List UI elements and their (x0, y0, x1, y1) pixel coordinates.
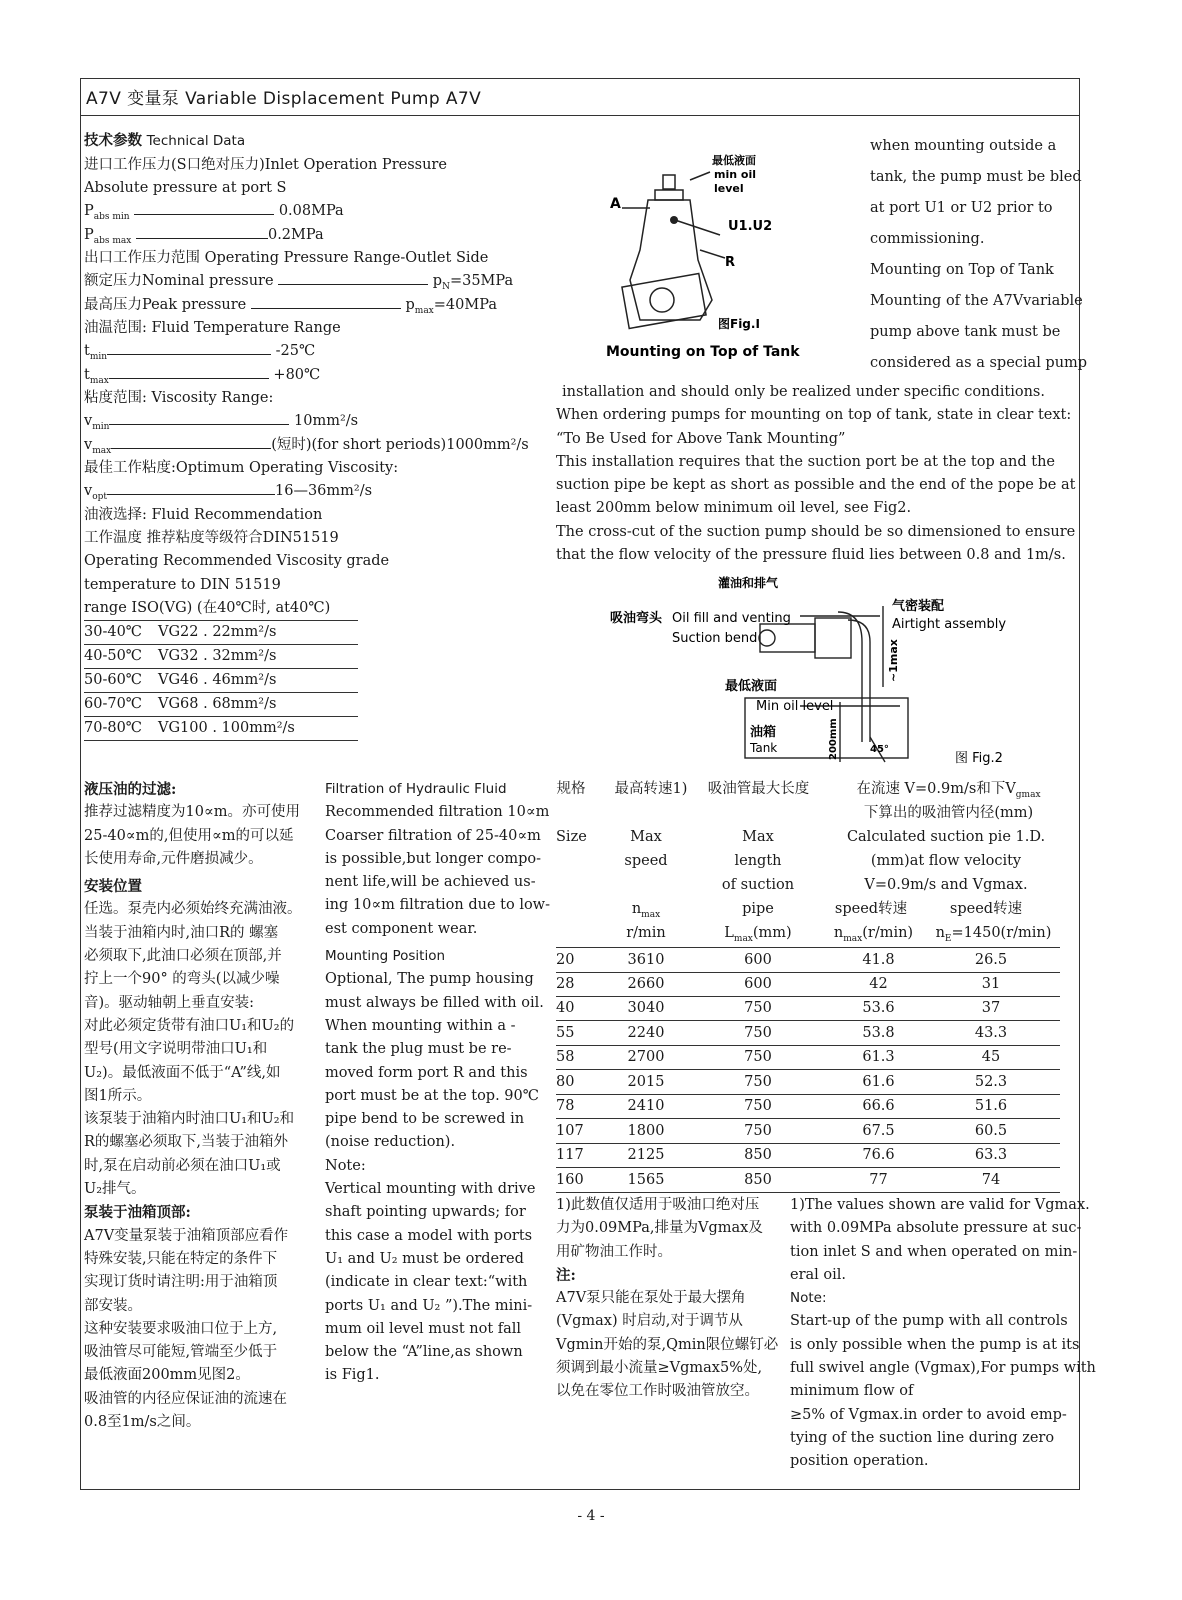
table-cell: 850 (744, 1147, 772, 1163)
text-line: When mounting within a - (325, 1017, 516, 1034)
pmin-value: 0.08MPa (278, 203, 344, 219)
text-line: 图1所示。 (84, 1087, 152, 1104)
table-cell: 600 (744, 975, 772, 992)
worktemp-line: 工作温度 推荐粘度等级符合DIN51519 (84, 530, 339, 546)
vg-temp: 50-60℃ (84, 672, 143, 688)
text-line: 吸油管尽可能短,管端至少低于 (84, 1344, 278, 1361)
table-cell: 2660 (627, 975, 665, 992)
table-cell: 51.6 (974, 1098, 1008, 1114)
table-cell: 850 (744, 1171, 772, 1188)
th-nmax-sub: max (641, 909, 661, 920)
visc-line: 粘度范围: Viscosity Range: (84, 390, 274, 406)
right-column (870, 131, 1088, 379)
table-row (84, 693, 358, 717)
text-line: R的螺塞必须取下,当装于油箱外 (84, 1134, 289, 1151)
vg-temp: 70-80℃ (84, 720, 143, 736)
text-line: U₁ and U₂ must be ordered (325, 1250, 524, 1267)
fig2-tank-cn: 油箱 (750, 725, 777, 740)
table-cell: 750 (744, 1122, 772, 1139)
text-line: when mounting outside a (870, 138, 1057, 154)
table-cell: 42 (869, 975, 888, 992)
text-line: (indicate in clear text:“with (325, 1274, 528, 1291)
table-cell: 2015 (627, 1073, 665, 1090)
vmax-value: (短时)(for short periods)1000mm²/s (271, 437, 529, 453)
th-calc-cn1-text: 在流速 V=0.9m/s和下V (856, 781, 1016, 797)
text-line: Coarser filtration of 25-40∝m (325, 827, 541, 844)
table-row (556, 1168, 1060, 1193)
temp-line: 油温范围: Fluid Temperature Range (84, 320, 341, 336)
th-pipe: pipe (742, 901, 774, 917)
vmax-sub: max (92, 445, 112, 456)
nominal-rule (278, 270, 428, 285)
table-cell: 1565 (627, 1171, 665, 1188)
vmin-sub: min (92, 421, 110, 432)
vg-grade: VG22 . 22mm²/s (158, 624, 277, 640)
text-line: U₂)。最低液面不低于“A”线,如 (84, 1064, 281, 1081)
fig2-45deg: 45° (870, 744, 889, 755)
text-line: 25-40∝m的,但使用∝m的可以延 (84, 827, 294, 844)
vmin-rule (109, 410, 289, 425)
table-cell: 66.6 (862, 1098, 895, 1114)
table-row (556, 1021, 1060, 1046)
text-line: 该泵装于油箱内时油口U₁和U₂和 (84, 1111, 295, 1128)
fig1-a-label: A (610, 196, 621, 212)
text-line: is only possible when the pump is at its (790, 1336, 1080, 1353)
text-line: 这种安装要求吸油口位于上方, (84, 1320, 278, 1337)
text-line: commissioning. (870, 231, 985, 247)
fig2-bend-cn: 吸油弯头 (610, 611, 663, 626)
fig2-fill-en: Oil fill and venting (672, 611, 791, 626)
viscosity-grade-table (84, 620, 358, 741)
text-line: 必须取下,此油口必须在顶部,并 (84, 948, 282, 965)
table-cell: 61.3 (862, 1049, 895, 1065)
th-speed: speed (624, 853, 668, 869)
fig1-minoil: min oil (714, 168, 756, 181)
text-line: 实现订货时请注明:用于油箱顶 (84, 1274, 278, 1291)
text-line: 任选。泵壳内必须始终充满油液。 (84, 901, 302, 918)
table-row (556, 1143, 1060, 1168)
text-line: Optional, The pump housing (325, 971, 534, 988)
table-row (556, 1094, 1060, 1119)
page-title: A7V 变量泵 Variable Displacement Pump A7V (86, 89, 482, 109)
table-cell: 2125 (627, 1147, 665, 1163)
tmin-sub: min (89, 351, 108, 362)
table-cell: 58 (556, 1049, 575, 1065)
page-header (80, 78, 1080, 116)
text-line: (Vgmax) 时启动,对于调节从 (556, 1313, 743, 1330)
table-row (84, 717, 358, 741)
th-nmax-n: n (631, 901, 642, 917)
pmin-sub: abs min (93, 211, 130, 222)
text-line: A7V泵只能在泵处于最大摆角 (556, 1290, 746, 1307)
text-line: must always be filled with oil. (325, 994, 544, 1011)
table-cell: 750 (744, 1049, 772, 1065)
text-line: 1)The values shown are valid for Vgmax. (790, 1197, 1090, 1213)
th-lmax-l: L (724, 925, 734, 941)
vopt-value: 16—36mm²/s (275, 483, 373, 499)
fig1-level: level (714, 182, 744, 195)
abs-line: Absolute pressure at port S (84, 180, 287, 196)
table-cell: 80 (556, 1073, 575, 1090)
vg-temp: 30-40℃ (84, 624, 143, 640)
table-cell: 750 (744, 1000, 772, 1016)
nominal-sub: N (442, 281, 450, 292)
th-rmin: r/min (626, 925, 666, 941)
table-row (556, 947, 1060, 973)
vmin-label: v (84, 413, 93, 429)
inlet-line: 进口工作压力(S口绝对压力)Inlet Operation Pressure (84, 157, 447, 173)
fig2-200mm: 200mm (828, 718, 839, 760)
nominal-value: =35MPa (449, 273, 514, 289)
fig2-air-en: Airtight assembly (892, 617, 1007, 632)
text-line: A7V变量泵装于油箱顶部应看作 (84, 1227, 289, 1244)
th-calc-cn1-sub: gmax (1015, 789, 1041, 800)
vg-temp: 60-70℃ (84, 696, 143, 712)
table-cell: 750 (744, 1098, 772, 1114)
text-line: 音)。驱动轴朝上垂直安装: (84, 994, 255, 1011)
table-cell: 52.3 (974, 1073, 1008, 1090)
peak-value: =40MPa (433, 297, 497, 313)
text-line: installation and should only be realized under specific conditions. (562, 384, 1045, 400)
table-cell: 76.6 (862, 1147, 895, 1163)
table-row (556, 1119, 1060, 1144)
vg-grade: VG46 . 46mm²/s (158, 672, 277, 688)
text-line: ing 10∝m filtration due to low- (325, 897, 550, 914)
tmin-label: t (84, 343, 90, 359)
fig2-bend-en: Suction bend (672, 631, 758, 646)
range-line: range ISO(VG) (在40℃时, at40℃) (84, 600, 331, 616)
table-cell: 40 (556, 1000, 575, 1016)
pmax-label: P (84, 227, 94, 243)
th-calc1: Calculated suction pie 1.D. (846, 829, 1046, 845)
th-size-cn: 规格 (556, 781, 586, 797)
fig1-r-label: R (725, 255, 736, 270)
table-cell: 2700 (627, 1049, 665, 1065)
vopt-sub: opt (92, 491, 107, 502)
table-cell: 43.3 (974, 1024, 1008, 1041)
text-line: Mounting of the A7Vvariable (870, 293, 1083, 309)
text-line: minimum flow of (790, 1383, 914, 1400)
text-line: 用矿物油工作时。 (556, 1243, 672, 1260)
note-cn-heading: 注: (556, 1266, 576, 1284)
fig2-air-cn: 气密装配 (892, 599, 945, 614)
table-cell: 37 (981, 1000, 1001, 1016)
th-lmax-sub: max (733, 933, 753, 944)
text-line: port must be at the top. 90℃ (325, 1087, 539, 1104)
peak-rule (251, 294, 401, 309)
fig2-tank-en: Tank (750, 741, 778, 755)
text-line: shaft pointing upwards; for (325, 1204, 526, 1221)
text-line: 推荐过滤精度为10∝m。亦可使用 (84, 804, 301, 821)
text-line: with 0.09MPa absolute pressure at suc- (790, 1220, 1082, 1237)
th-ofsuction: of suction (721, 877, 795, 893)
vg-grade: VG68 . 68mm²/s (158, 696, 277, 712)
tech-heading-cn: 技术参数 (84, 132, 142, 149)
pmax-value: 0.2MPa (267, 227, 324, 243)
th-calc-cn2: 下算出的吸油管内径(mm) (863, 805, 1034, 821)
fig1-minlevel-cn: 最低液面 (712, 154, 756, 167)
vg-grade: VG32 . 32mm²/s (158, 648, 277, 664)
text-line: tank, the pump must be bled (870, 169, 1082, 185)
text-line: mum oil level must not fall (325, 1320, 522, 1337)
table-cell: 3610 (627, 952, 665, 968)
table-row (556, 1045, 1060, 1070)
tempdin-line: temperature to DIN 51519 (84, 577, 281, 593)
text-line: 最低液面200mm见图2。 (84, 1367, 250, 1384)
table-cell: 26.5 (974, 952, 1008, 968)
table-cell: 600 (744, 952, 772, 968)
text-line: 吸油管的内径应保证油的流速在 (84, 1390, 287, 1407)
table-cell: 107 (556, 1122, 584, 1139)
th-n1-sub: max (843, 933, 863, 944)
table-row (556, 996, 1060, 1021)
th-max2: Max (742, 829, 774, 845)
tmax-rule (109, 364, 269, 379)
tech-heading-en: Technical Data (146, 133, 246, 149)
fig2-minlvl-cn: 最低液面 (725, 679, 778, 694)
table-cell: 1800 (627, 1122, 665, 1139)
table-cell: 53.8 (862, 1024, 895, 1041)
text-line: 时,泵在启动前必须在油口U₁或 (84, 1157, 281, 1174)
text-line: 特殊安装,只能在特定的条件下 (84, 1250, 278, 1267)
th-speed2: speed转速 (949, 901, 1023, 917)
text-line: suction pipe be kept as short as possible and the end of the pope be at (556, 477, 1076, 494)
table-cell: 750 (744, 1073, 772, 1090)
col2-mount-heading: Mounting Position (325, 948, 446, 965)
tmax-sub: max (89, 375, 109, 386)
peak-label: 最高压力Peak pressure (84, 297, 247, 313)
table-row (556, 972, 1060, 997)
oprec-line: Operating Recommended Viscosity grade (84, 553, 390, 569)
peak-p: p (405, 297, 415, 313)
table-cell: 2410 (627, 1098, 665, 1114)
text-line: is Fig1. (325, 1367, 380, 1384)
text-line: 对此必须定货带有油口U₁和U₂的 (84, 1017, 295, 1034)
tmax-label: t (84, 367, 90, 383)
note-cn (556, 1194, 779, 1404)
th-speed-cn: 最高转速1) (614, 781, 688, 797)
text-line: 1)此数值仅适用于吸油口绝对压 (556, 1197, 760, 1213)
nominal-p: p (432, 273, 443, 289)
pmax-rule (136, 224, 268, 239)
text-line: This installation requires that the suction port be at the top and the (556, 453, 1055, 470)
col1-filt-heading: 液压油的过滤: (84, 781, 177, 798)
text-line: tying of the suction line during zero (790, 1429, 1055, 1446)
text-line: Note: (325, 1157, 366, 1174)
text-line: tank the plug must be re- (325, 1041, 512, 1058)
text-line: 0.8至1m/s之间。 (84, 1414, 201, 1431)
table-cell: 77 (869, 1171, 888, 1188)
th-n2-n: n (935, 925, 945, 941)
vmin-value: 10mm²/s (294, 413, 359, 429)
text-line: full swivel angle (Vgmax),For pumps with (790, 1360, 1096, 1377)
tmax-value: +80℃ (273, 367, 321, 383)
table-cell: 74 (981, 1171, 1001, 1188)
pmin-label: P (84, 203, 94, 219)
table-cell: 117 (556, 1147, 584, 1163)
th-len-cn: 吸油管最大长度 (707, 781, 810, 797)
vg-grade: VG100 . 100mm²/s (158, 720, 295, 736)
note-en-heading: Note: (790, 1290, 827, 1307)
peak-sub: max (414, 305, 434, 316)
th-lmax-unit: (mm) (752, 925, 792, 941)
text-line: this case a model with ports (325, 1227, 533, 1244)
outlet-line: 出口工作压力范围 Operating Pressure Range-Outlet Side (84, 250, 489, 266)
col2-filt-heading: Filtration of Hydraulic Fluid (325, 781, 507, 797)
th-calc3: V=0.9m/s and Vgmax. (864, 877, 1028, 893)
text-line: position operation. (790, 1453, 929, 1470)
text-line: Recommended filtration 10∝m (325, 804, 550, 821)
th-size: Size (556, 829, 587, 845)
table-row (84, 645, 358, 669)
table-cell: 41.8 (862, 952, 895, 968)
fig1-caption: Mounting on Top of Tank (606, 344, 800, 360)
table-cell: 20 (556, 952, 575, 968)
table-cell: 160 (556, 1171, 584, 1188)
text-line: below the “A”line,as shown (325, 1344, 523, 1361)
text-line: est component wear. (325, 920, 478, 937)
nominal-label: 额定压力Nominal pressure (84, 273, 274, 289)
text-line: 型号(用文字说明带油口U₁和 (84, 1041, 268, 1058)
table-row (84, 669, 358, 693)
table-cell: 55 (556, 1024, 575, 1041)
text-line: The cross-cut of the suction pump should be so dimensioned to ensure (556, 523, 1076, 540)
th-n1-n: n (833, 925, 844, 941)
text-line: nent life,will be achieved us- (325, 874, 536, 891)
fig1-diagram (600, 150, 810, 370)
fig1-fig-label: 图Fig.I (718, 317, 760, 331)
pmax-sub: abs max (93, 235, 132, 246)
text-line: Start-up of the pump with all controls (790, 1313, 1068, 1330)
table-cell: 63.3 (974, 1147, 1008, 1163)
text-line: Mounting on Top of Tank (870, 262, 1054, 278)
text-line: 须调到最小流量≥Vgmax5%处, (556, 1360, 763, 1377)
text-line: pipe bend to be screwed in (325, 1111, 525, 1128)
fig1-u-label: U1.U2 (728, 219, 773, 234)
text-line: When ordering pumps for mounting on top of tank, state in clear text: (556, 407, 1072, 424)
text-line: 力为0.09MPa,排量为Vgmax及 (556, 1220, 763, 1237)
col1-top-heading: 泵装于油箱顶部: (84, 1204, 191, 1222)
text-line: considered as a special pump (870, 355, 1088, 371)
table-cell: 53.6 (862, 1000, 895, 1016)
fig2-diagram (600, 572, 1050, 772)
th-speed1: speed转速 (834, 901, 908, 917)
text-line: at port U1 or U2 prior to (870, 200, 1053, 216)
tmin-rule (107, 340, 271, 355)
vmax-rule (111, 434, 271, 449)
text-line: Vgmin开始的泵,Qmin限位螺钉必 (556, 1336, 779, 1353)
text-line: moved form port R and this (325, 1064, 528, 1081)
note-en (790, 1194, 1096, 1474)
fig2-minlvl-en: Min oil level (756, 699, 834, 714)
text-line: least 200mm below minimum oil level, see Fig2. (556, 500, 912, 517)
col2-text (325, 778, 550, 1388)
text-line: pump above tank must be (870, 324, 1061, 340)
text-line: tion inlet S and when operated on min- (790, 1243, 1078, 1260)
table-cell: 31 (981, 975, 1001, 992)
table-cell: 61.6 (862, 1073, 895, 1090)
col1-text (84, 778, 310, 1434)
table-cell: 3040 (627, 1000, 665, 1016)
text-line: is possible,but longer compo- (325, 850, 542, 867)
text-line: ≥5% of Vgmax.in order to avoid emp- (790, 1406, 1067, 1423)
vg-temp: 40-50℃ (84, 648, 143, 664)
table-cell: 28 (556, 975, 575, 992)
text-line: 以免在零位工作时吸油管放空。 (556, 1383, 759, 1400)
table-cell: 78 (556, 1098, 575, 1114)
tmin-value: -25℃ (275, 343, 316, 359)
right-paragraph (556, 381, 1076, 567)
text-line: 拧上一个90° 的弯头(以减少噪 (84, 971, 280, 988)
vopt-label: v (84, 483, 93, 499)
th-max1: Max (630, 829, 662, 845)
th-n2-sub: E (944, 933, 952, 944)
text-line: 部安装。 (84, 1297, 142, 1314)
fluid-line: 油液选择: Fluid Recommendation (84, 507, 323, 523)
pmin-rule (134, 200, 274, 215)
text-line: Vertical mounting with drive (325, 1181, 536, 1198)
table-row (556, 1070, 1060, 1095)
th-n1-unit: (r/min) (862, 925, 914, 941)
text-line: ports U₁ and U₂ ”).The mini- (325, 1297, 533, 1314)
text-line: U₂排气。 (84, 1181, 146, 1198)
col1-mount-heading: 安装位置 (84, 878, 142, 896)
text-line: 当装于油箱内时,油口R的 螺塞 (84, 924, 279, 941)
table-cell: 2240 (627, 1024, 665, 1041)
th-n2-unit: =1450(r/min) (951, 925, 1052, 941)
table-cell: 750 (744, 1024, 772, 1041)
table-cell: 45 (981, 1049, 1001, 1065)
fig2-imax: ~1max (887, 639, 900, 682)
vmax-label: v (84, 437, 93, 453)
fig2-fig-label: 图 Fig.2 (955, 751, 1003, 766)
th-length: length (734, 853, 782, 869)
text-line: eral oil. (790, 1266, 847, 1283)
tech-heading (84, 129, 245, 153)
page-number: - 4 - (577, 1508, 605, 1524)
text-line: “To Be Used for Above Tank Mounting” (556, 430, 846, 447)
opt-line: 最佳工作粘度:Optimum Operating Viscosity: (84, 460, 399, 476)
th-calc2: (mm)at flow velocity (870, 853, 1022, 869)
text-line: 长使用寿命,元件磨损减少。 (84, 850, 263, 867)
table-cell: 67.5 (862, 1122, 895, 1139)
text-line: (noise reduction). (325, 1134, 456, 1151)
table-row (84, 621, 358, 645)
text-line: that the flow velocity of the pressure fluid lies between 0.8 and 1m/s. (556, 547, 1066, 564)
table-cell: 60.5 (974, 1122, 1008, 1139)
fig2-fill-cn: 灌油和排气 (718, 576, 779, 590)
vopt-rule (107, 480, 275, 495)
